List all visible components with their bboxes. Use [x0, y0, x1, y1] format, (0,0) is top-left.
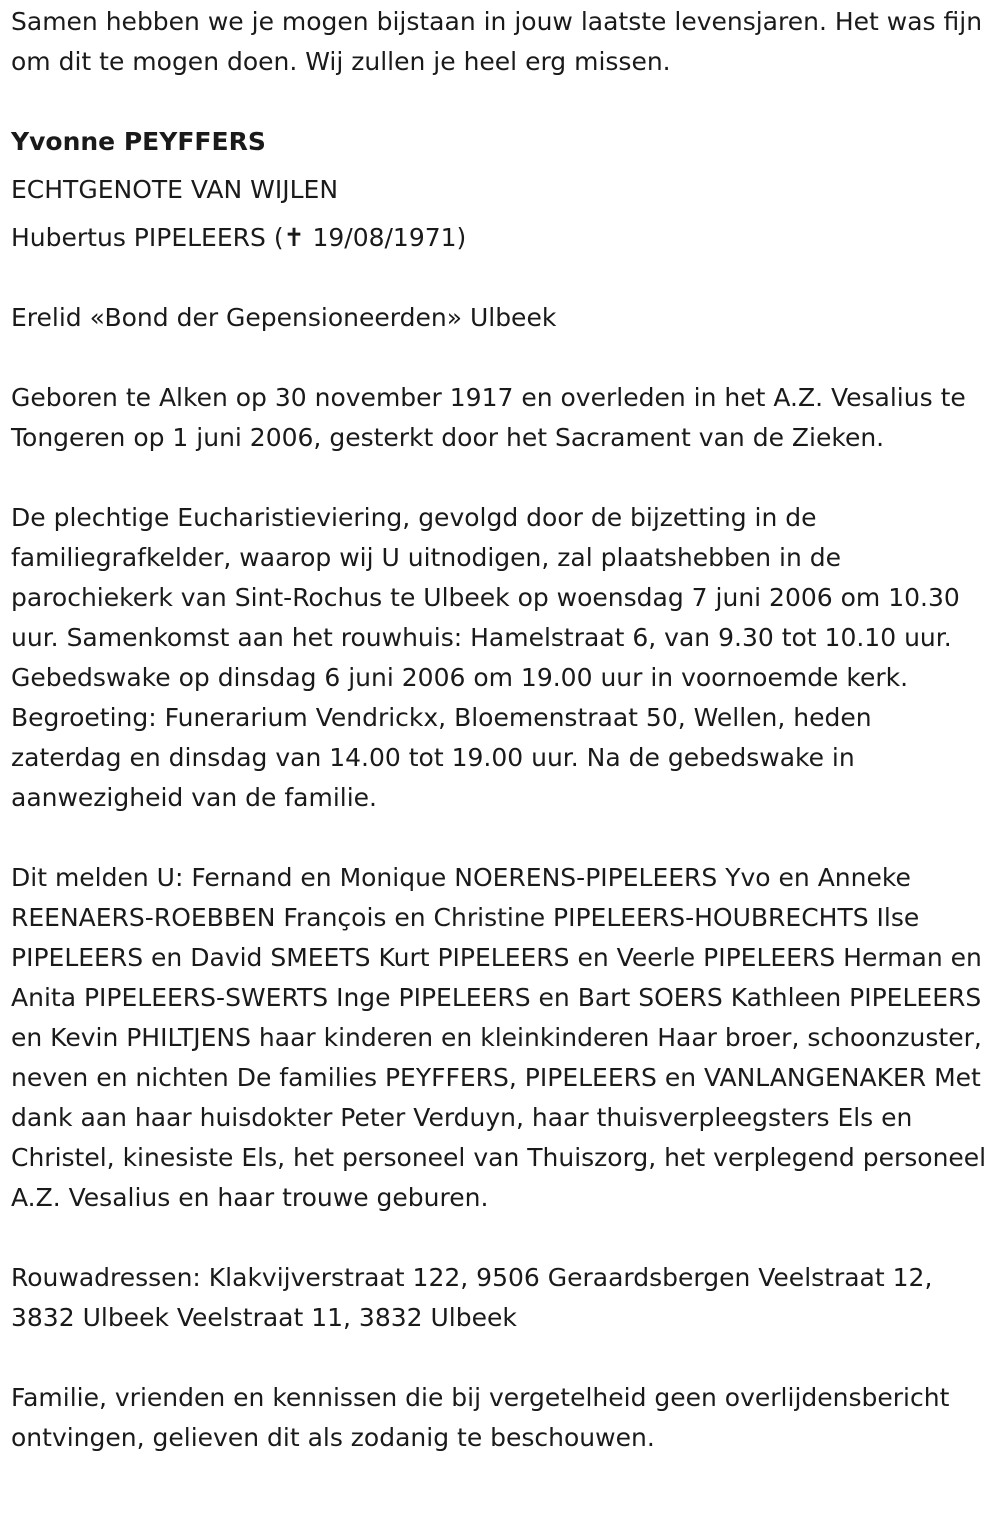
deceased-block [11, 122, 988, 258]
ceremony-paragraph: De plechtige Eucharistieviering, gevolgd door de bijzetting in de familiegrafkelder, waarop wij U uitnodigen, zal plaatshebben in de parochiekerk van Sint-Rochus te Ulbeek op woensdag 7 juni 2006 om 10.30 uur. Samenkomst aan het rouwhuis: Hamelstraat 6, van 9.30 tot 10.10 uur. Gebedswake op dinsdag 6 juni 2006 om 19.00 uur in voornoemde kerk. Begroeting: Funerarium Vendrickx, Bloemenstraat 50, Wellen, heden zaterdag en dinsdag van 14.00 tot 19.00 uur. Na de gebedswake in aanwezigheid van de familie. [11, 503, 960, 812]
deceased-spouse: Hubertus PIPELEERS (✝ 19/08/1971) [11, 223, 467, 252]
intro-paragraph: Samen hebben we je mogen bijstaan in jouw laatste levensjaren. Het was fijn om dit te mogen doen. Wij zullen je heel erg missen. [11, 7, 983, 76]
honorary-paragraph: Erelid «Bond der Gepensioneerden» Ulbeek [11, 303, 557, 332]
deceased-name: Yvonne PEYFFERS [11, 127, 266, 156]
deceased-relation: ECHTGENOTE VAN WIJLEN [11, 175, 339, 204]
born-died-paragraph: Geboren te Alken op 30 november 1917 en overleden in het A.Z. Vesalius te Tongeren op 1 juni 2006, gesterkt door het Sacrament van de Zieken. [11, 383, 966, 452]
closing-paragraph: Familie, vrienden en kennissen die bij vergetelheid geen overlijdensbericht ontvingen, gelieven dit als zodanig te beschouwen. [11, 1383, 950, 1452]
addresses-paragraph: Rouwadressen: Klakvijverstraat 122, 9506 Geraardsbergen Veelstraat 12, 3832 Ulbeek Veelstraat 11, 3832 Ulbeek [11, 1263, 933, 1332]
announced-by-paragraph: Dit melden U: Fernand en Monique NOERENS-PIPELEERS Yvo en Anneke REENAERS-ROEBBEN François en Christine PIPELEERS-HOUBRECHTS Ilse PIPELEERS en David SMEETS Kurt PIPELEERS en Veerle PIPELEERS Herman en Anita PIPELEERS-SWERTS Inge PIPELEERS en Bart SOERS Kathleen PIPELEERS en Kevin PHILTJENS haar kinderen en kleinkinderen Haar broer, schoonzuster, neven en nichten De families PEYFFERS, PIPELEERS en VANLANGENAKER Met dank aan haar huisdokter Peter Verduyn, haar thuisverpleegsters Els en Christel, kinesiste Els, het personeel van Thuiszorg, het verplegend personeel A.Z. Vesalius en haar trouwe geburen. [11, 863, 987, 1212]
